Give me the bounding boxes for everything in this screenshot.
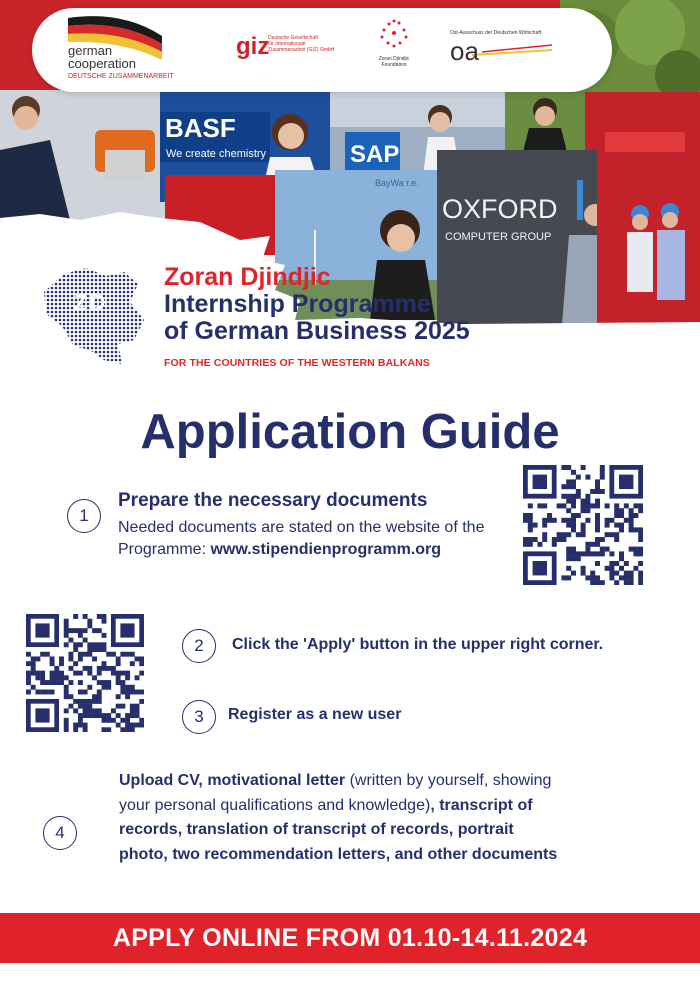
logo-cooperation: cooperation <box>68 56 136 71</box>
step-4-part3: , transcript of records, translation of transcript of records, portrait photo, two recommendation letters, and other documents <box>119 796 558 863</box>
guide-title: Application Guide <box>140 405 560 459</box>
oa-logo <box>450 30 541 64</box>
step-1-text <box>118 517 518 561</box>
qr-code-apply[interactable] <box>26 614 144 732</box>
oa-line: Ost-Ausschuss der Deutschen Wirtschaft <box>450 30 542 36</box>
step-4-text <box>119 769 559 867</box>
qr-code-website[interactable] <box>523 465 643 585</box>
german-cooperation-logo <box>68 44 174 83</box>
apply-banner <box>0 913 700 963</box>
step-3-number: 3 <box>182 700 216 734</box>
giz-logo <box>236 33 335 61</box>
map-monogram: ZD <box>74 290 108 315</box>
step-4-number: 4 <box>43 816 77 850</box>
programme-title-line2: Internship Programme <box>164 290 431 318</box>
giz-mark: giz <box>236 33 270 60</box>
zdf-line-1: Zoran Djindjic <box>378 56 410 62</box>
giz-lines <box>268 35 348 53</box>
step-3-text: Register as a new user <box>228 706 402 723</box>
step-1-number: 1 <box>67 499 101 533</box>
oxford-sign-sub: COMPUTER GROUP <box>445 231 552 243</box>
zdf-logo-text <box>372 56 416 68</box>
sap-sign: SAP <box>350 141 400 168</box>
zdf-line-2: Foundation <box>381 62 407 68</box>
logo-deutsche: DEUTSCHE ZUSAMMENARBEIT <box>68 73 174 80</box>
programme-title-line1: Zoran Djindjic <box>164 263 331 291</box>
programme-title <box>164 264 470 345</box>
western-balkans-map-icon <box>34 262 154 370</box>
programme-subtitle: FOR THE COUNTRIES OF THE WESTERN BALKANS <box>164 357 430 369</box>
logo-german: german <box>68 43 113 58</box>
giz-line-1: Deutsche Gesellschaft <box>268 35 319 41</box>
step-1-heading: Prepare the necessary documents <box>118 490 428 511</box>
step-4-part2: (written by yourself, showing your personal qualifications and knowledge) <box>119 772 552 814</box>
step-2-number: 2 <box>182 629 216 663</box>
giz-line-2: für Internationale <box>268 41 306 47</box>
baywa-sign: BayWa r.e. <box>375 178 419 188</box>
giz-line-3: Zusammenarbeit (GIZ) GmbH <box>268 47 335 53</box>
basf-tagline: We create chemistry <box>166 148 267 160</box>
programme-title-line3: of German Business 2025 <box>164 317 470 345</box>
basf-sign: BASF <box>165 113 236 143</box>
partner-logos <box>32 8 612 92</box>
step-2-text: Click the 'Apply' button in the upper right corner. <box>232 636 604 653</box>
step-1-description: Needed documents are stated on the website of the Programme: <box>118 519 485 558</box>
oxford-sign: OXFORD <box>442 194 558 224</box>
oa-mark: oa <box>450 36 479 66</box>
step-1-link[interactable]: www.stipendienprogramm.org <box>210 541 442 558</box>
zdf-logo-icon <box>381 20 408 48</box>
apply-banner-text: APPLY ONLINE FROM 01.10-14.11.2024 <box>112 924 588 952</box>
step-4-part1: Upload CV, motivational letter <box>119 772 346 789</box>
